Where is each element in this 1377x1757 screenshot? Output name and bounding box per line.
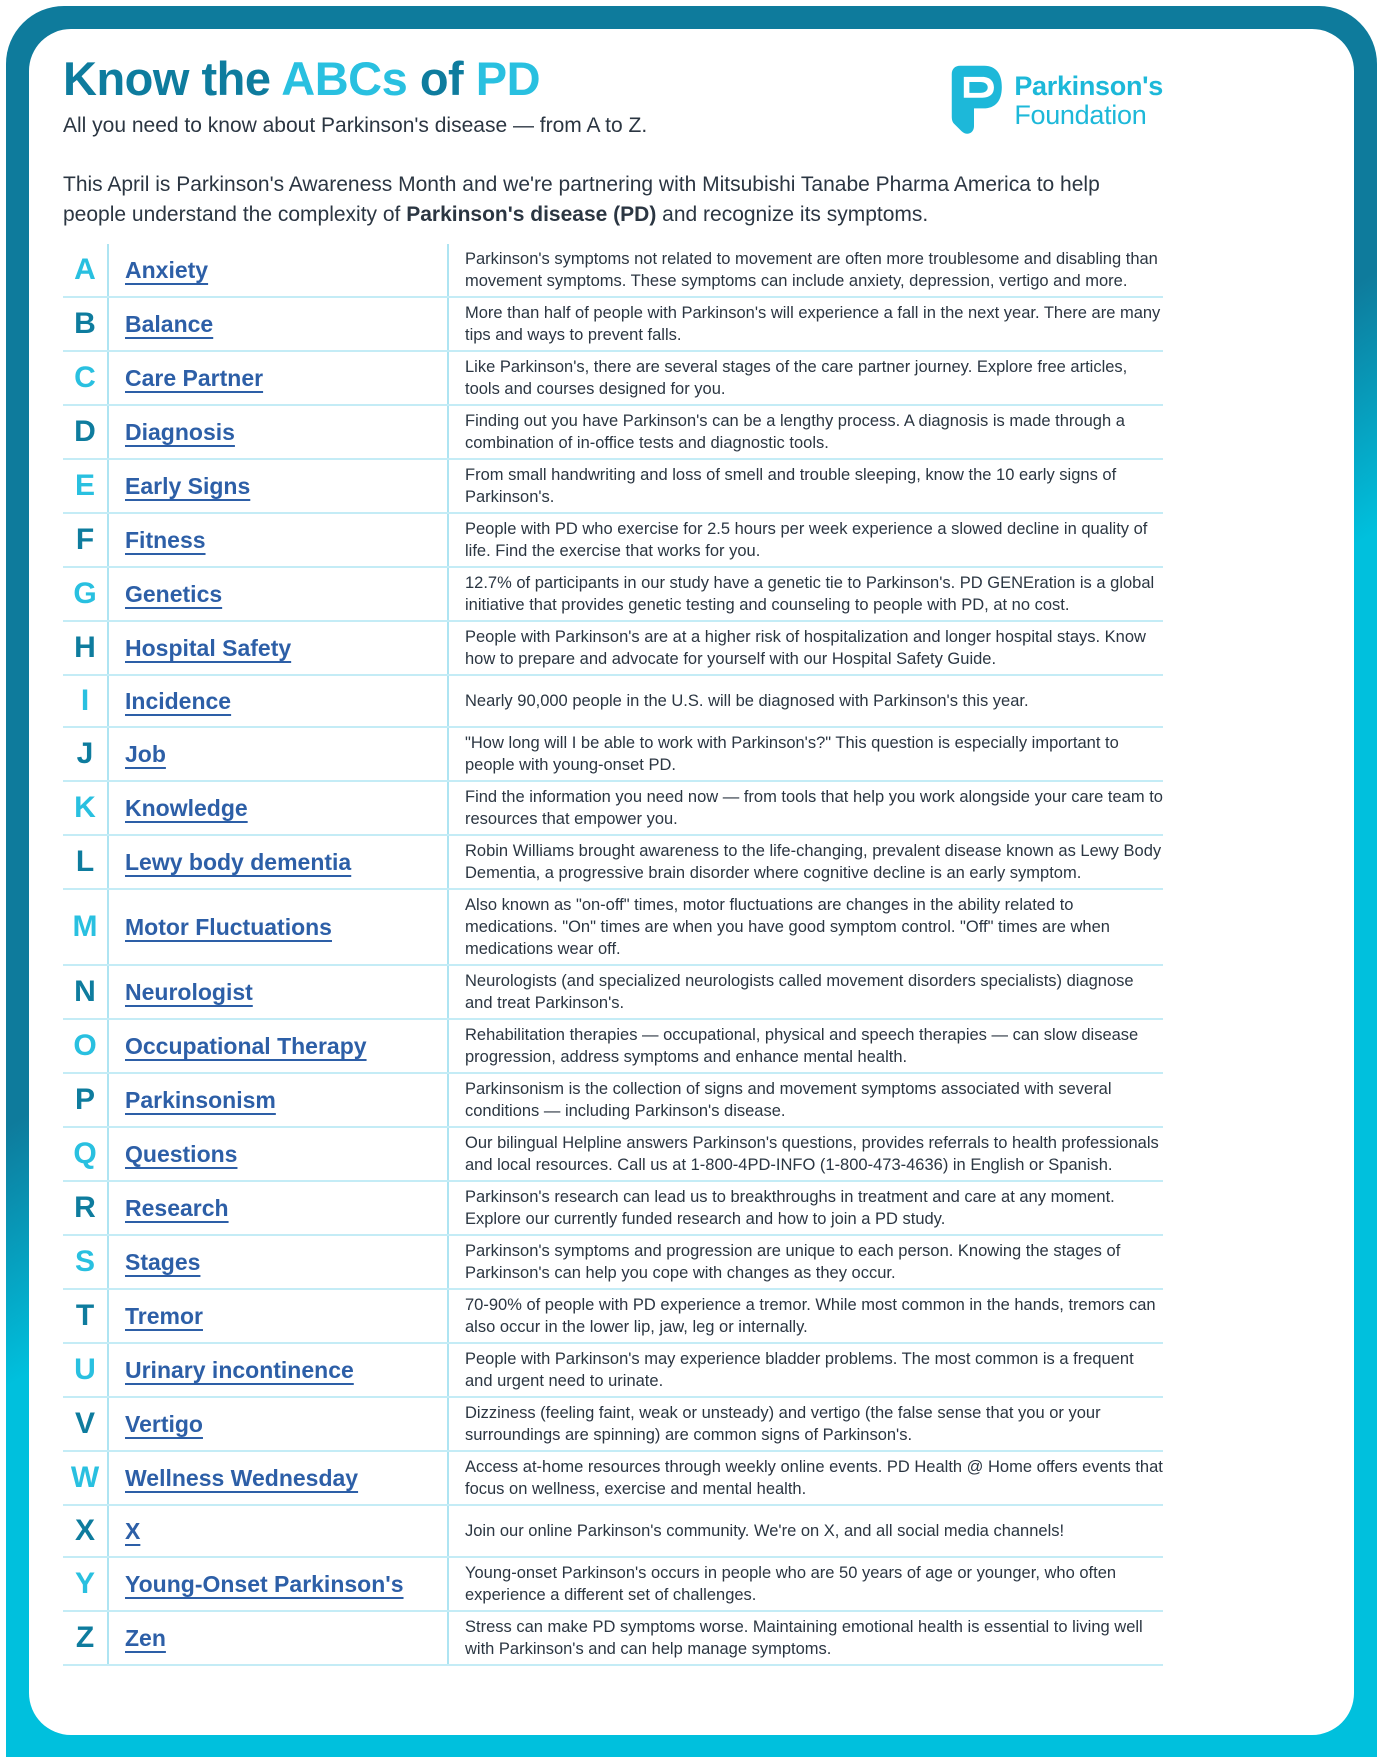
- term-cell: [109, 460, 449, 512]
- letter-label: V: [63, 1398, 109, 1450]
- term-link[interactable]: Diagnosis: [125, 419, 235, 445]
- table-row: [63, 1344, 1163, 1398]
- letter-label: J: [63, 728, 109, 780]
- term-description: Dizziness (feeling faint, weak or unsteady) and vertigo (the false sense that you or your surroundings are spinning) are common signs of Parkinson's.: [465, 1404, 1101, 1444]
- term-link[interactable]: Wellness Wednesday: [125, 1465, 359, 1491]
- term-cell: [109, 1128, 449, 1180]
- table-row: [63, 298, 1163, 352]
- term-cell: [109, 1020, 449, 1072]
- term-description: Neurologists (and specialized neurologists called movement disorders specialists) diagnose and treat Parkinson's.: [465, 972, 1134, 1012]
- letter-label: H: [63, 622, 109, 674]
- term-cell: [109, 1290, 449, 1342]
- parkinsons-foundation-p-icon: [945, 63, 1003, 144]
- intro-text: and recognize its symptoms.: [656, 203, 929, 226]
- term-description: Nearly 90,000 people in the U.S. will be diagnosed with Parkinson's this year.: [465, 692, 1029, 710]
- letter-label: D: [63, 406, 109, 458]
- table-row: [63, 728, 1163, 782]
- term-cell: [109, 728, 449, 780]
- table-row: [63, 890, 1163, 966]
- term-description: Our bilingual Helpline answers Parkinson's questions, provides referrals to health professionals and local resources. Call us at 1-800-4PD-INFO (1-800-473-4636) in English or Spanish.: [465, 1134, 1159, 1174]
- table-row: [63, 1452, 1163, 1506]
- table-row: [63, 1182, 1163, 1236]
- page-title-part: of: [407, 52, 476, 105]
- table-row: [63, 244, 1163, 298]
- term-cell: [109, 244, 449, 296]
- letter-label: L: [63, 836, 109, 888]
- term-description: "How long will I be able to work with Parkinson's?" This question is especially important to people with young-onset PD.: [465, 734, 1119, 774]
- term-description: Finding out you have Parkinson's can be a lengthy process. A diagnosis is made through a combination of in-office tests and diagnostic tools.: [465, 412, 1125, 452]
- term-cell: [109, 1344, 449, 1396]
- letter-label: C: [63, 352, 109, 404]
- intro-text: This April is Parkinson's Awareness Month and we're partnering with Mitsubishi Tanabe Pharma America to help people understand the complexity of: [63, 173, 1100, 226]
- term-link[interactable]: Fitness: [125, 527, 206, 553]
- intro-paragraph: [63, 170, 1148, 230]
- table-row: [63, 1290, 1163, 1344]
- term-cell: [109, 1612, 449, 1664]
- table-row: [63, 782, 1163, 836]
- term-description: 70-90% of people with PD experience a tremor. While most common in the hands, tremors can also occur in the lower lip, jaw, leg or internally.: [465, 1296, 1156, 1336]
- term-description: Like Parkinson's, there are several stages of the care partner journey. Explore free articles, tools and courses designed for you.: [465, 358, 1128, 398]
- letter-label: F: [63, 514, 109, 566]
- term-link[interactable]: Anxiety: [125, 257, 209, 283]
- page-title-part: Know the: [63, 52, 282, 105]
- term-description: From small handwriting and loss of smell and trouble sleeping, know the 10 early signs of Parkinson's.: [465, 466, 1117, 506]
- term-description: 12.7% of participants in our study have a genetic tie to Parkinson's. PD GENEration is a global initiative that provides genetic testing and counseling to people with PD, at no cost.: [465, 574, 1155, 614]
- table-row: [63, 406, 1163, 460]
- term-cell: [109, 514, 449, 566]
- term-link[interactable]: Hospital Safety: [125, 635, 292, 661]
- letter-label: Z: [63, 1612, 109, 1664]
- table-row: [63, 568, 1163, 622]
- term-link[interactable]: Early Signs: [125, 473, 251, 499]
- abc-table: [63, 244, 1163, 1666]
- letter-label: Y: [63, 1558, 109, 1610]
- letter-label: G: [63, 568, 109, 620]
- term-cell: [109, 1182, 449, 1234]
- letter-label: B: [63, 298, 109, 350]
- page-title: [63, 53, 647, 105]
- term-cell: [109, 890, 449, 964]
- term-cell: [109, 836, 449, 888]
- term-description: Parkinson's research can lead us to breakthroughs in treatment and care at any moment. Explore our currently funded research and how to join a PD study.: [465, 1188, 1115, 1228]
- term-link[interactable]: Parkinsonism: [125, 1087, 276, 1113]
- letter-label: I: [63, 676, 109, 726]
- term-description: People with Parkinson's are at a higher risk of hospitalization and longer hospital stays. Know how to prepare and advocate for yourself with our Hospital Safety Guide.: [465, 628, 1146, 668]
- letter-label: T: [63, 1290, 109, 1342]
- page-title-part: ABCs: [281, 52, 408, 105]
- table-row: [63, 1506, 1163, 1558]
- term-link[interactable]: Balance: [125, 311, 214, 337]
- table-row: [63, 514, 1163, 568]
- logo-text: [1014, 63, 1163, 130]
- term-cell: [109, 1558, 449, 1610]
- term-link[interactable]: Research: [125, 1195, 229, 1221]
- page-subtitle: All you need to know about Parkinson's disease — from A to Z.: [63, 114, 648, 137]
- term-description: Also known as "on-off" times, motor fluctuations are changes in the ability related to medications. "On" times are when you have good symptom control. "Off" times are when medications wear off.: [465, 896, 1110, 958]
- letter-label: S: [63, 1236, 109, 1288]
- table-row: [63, 1074, 1163, 1128]
- term-description: Parkinsonism is the collection of signs and movement symptoms associated with several conditions — including Parkinson's disease.: [465, 1080, 1112, 1120]
- logo-text-line1: Parkinson's: [1014, 71, 1163, 101]
- page-title-part: PD: [475, 52, 541, 105]
- term-description: People with PD who exercise for 2.5 hours per week experience a slowed decline in quality of life. Find the exercise that works for you.: [465, 520, 1148, 560]
- term-description: Find the information you need now — from tools that help you work alongside your care team to resources that empower you.: [465, 788, 1163, 828]
- term-link[interactable]: Vertigo: [125, 1411, 203, 1437]
- term-description: People with Parkinson's may experience bladder problems. The most common is a frequent and urgent need to urinate.: [465, 1350, 1134, 1390]
- term-cell: [109, 406, 449, 458]
- term-description: Access at-home resources through weekly online events. PD Health @ Home offers events that focus on wellness, exercise and mental health.: [465, 1458, 1163, 1498]
- logo-text-line2: Foundation: [1014, 100, 1147, 130]
- term-link[interactable]: Tremor: [125, 1303, 203, 1329]
- table-row: [63, 1612, 1163, 1666]
- term-link[interactable]: X: [125, 1518, 141, 1544]
- table-row: [63, 352, 1163, 406]
- table-row: [63, 1128, 1163, 1182]
- table-row: [63, 836, 1163, 890]
- letter-label: Q: [63, 1128, 109, 1180]
- term-link[interactable]: Zen: [125, 1625, 166, 1651]
- term-cell: [109, 1398, 449, 1450]
- letter-label: K: [63, 782, 109, 834]
- term-description: Young-onset Parkinson's occurs in people who are 50 years of age or younger, who often experience a different set of challenges.: [465, 1564, 1117, 1604]
- page-frame: [6, 6, 1377, 1757]
- term-link[interactable]: Neurologist: [125, 979, 253, 1005]
- table-row: [63, 1398, 1163, 1452]
- term-link[interactable]: Motor Fluctuations: [125, 914, 332, 940]
- letter-label: M: [63, 890, 109, 964]
- table-row: [63, 1558, 1163, 1612]
- term-cell: [109, 676, 449, 726]
- term-description: Rehabilitation therapies — occupational, physical and speech therapies — can slow disease progression, address symptoms and enhance mental health.: [465, 1026, 1139, 1066]
- table-row: [63, 460, 1163, 514]
- term-link[interactable]: Care Partner: [125, 365, 264, 391]
- table-row: [63, 622, 1163, 676]
- term-cell: [109, 1506, 449, 1556]
- letter-label: N: [63, 966, 109, 1018]
- term-description: More than half of people with Parkinson's will experience a fall in the next year. There are many tips and ways to prevent falls.: [465, 304, 1161, 344]
- term-link[interactable]: Young-Onset Parkinson's: [125, 1571, 404, 1597]
- term-cell: [109, 782, 449, 834]
- term-cell: [109, 622, 449, 674]
- term-link[interactable]: Genetics: [125, 581, 223, 607]
- content-card: [29, 29, 1354, 1735]
- letter-label: X: [63, 1506, 109, 1556]
- header: [63, 53, 1163, 144]
- term-cell: [109, 1074, 449, 1126]
- term-cell: [109, 568, 449, 620]
- term-description: Robin Williams brought awareness to the life-changing, prevalent disease known as Lewy Body Dementia, a progressive brain disorder where cognitive decline is an early symptom.: [465, 842, 1162, 882]
- table-row: [63, 1236, 1163, 1290]
- term-description: Join our online Parkinson's community. We're on X, and all social media channels!: [465, 1522, 1065, 1540]
- term-link[interactable]: Urinary incontinence: [125, 1357, 354, 1383]
- table-row: [63, 676, 1163, 728]
- term-cell: [109, 966, 449, 1018]
- letter-label: A: [63, 244, 109, 296]
- term-cell: [109, 1452, 449, 1504]
- letter-label: U: [63, 1344, 109, 1396]
- title-block: [63, 53, 647, 139]
- table-row: [63, 1020, 1163, 1074]
- term-link[interactable]: Stages: [125, 1249, 201, 1275]
- term-cell: [109, 352, 449, 404]
- term-cell: [109, 1236, 449, 1288]
- term-link[interactable]: Knowledge: [125, 795, 248, 821]
- letter-label: E: [63, 460, 109, 512]
- letter-label: P: [63, 1074, 109, 1126]
- parkinsons-foundation-logo: [945, 63, 1163, 144]
- term-cell: [109, 298, 449, 350]
- term-link[interactable]: Incidence: [125, 688, 232, 714]
- term-description: Stress can make PD symptoms worse. Maintaining emotional health is essential to living well with Parkinson's and can help manage symptoms.: [465, 1618, 1143, 1658]
- term-link[interactable]: Questions: [125, 1141, 238, 1167]
- term-link[interactable]: Job: [125, 741, 166, 767]
- letter-label: W: [63, 1452, 109, 1504]
- term-description: Parkinson's symptoms and progression are unique to each person. Knowing the stages of Parkinson's can help you cope with changes as they occur.: [465, 1242, 1121, 1282]
- term-link[interactable]: Occupational Therapy: [125, 1033, 367, 1059]
- intro-bold-text: Parkinson's disease (PD): [406, 203, 657, 226]
- letter-label: O: [63, 1020, 109, 1072]
- term-description: Parkinson's symptoms not related to movement are often more troublesome and disabling than movement symptoms. These symptoms can include anxiety, depression, vertigo and more.: [465, 250, 1158, 290]
- table-row: [63, 966, 1163, 1020]
- letter-label: R: [63, 1182, 109, 1234]
- term-link[interactable]: Lewy body dementia: [125, 849, 352, 875]
